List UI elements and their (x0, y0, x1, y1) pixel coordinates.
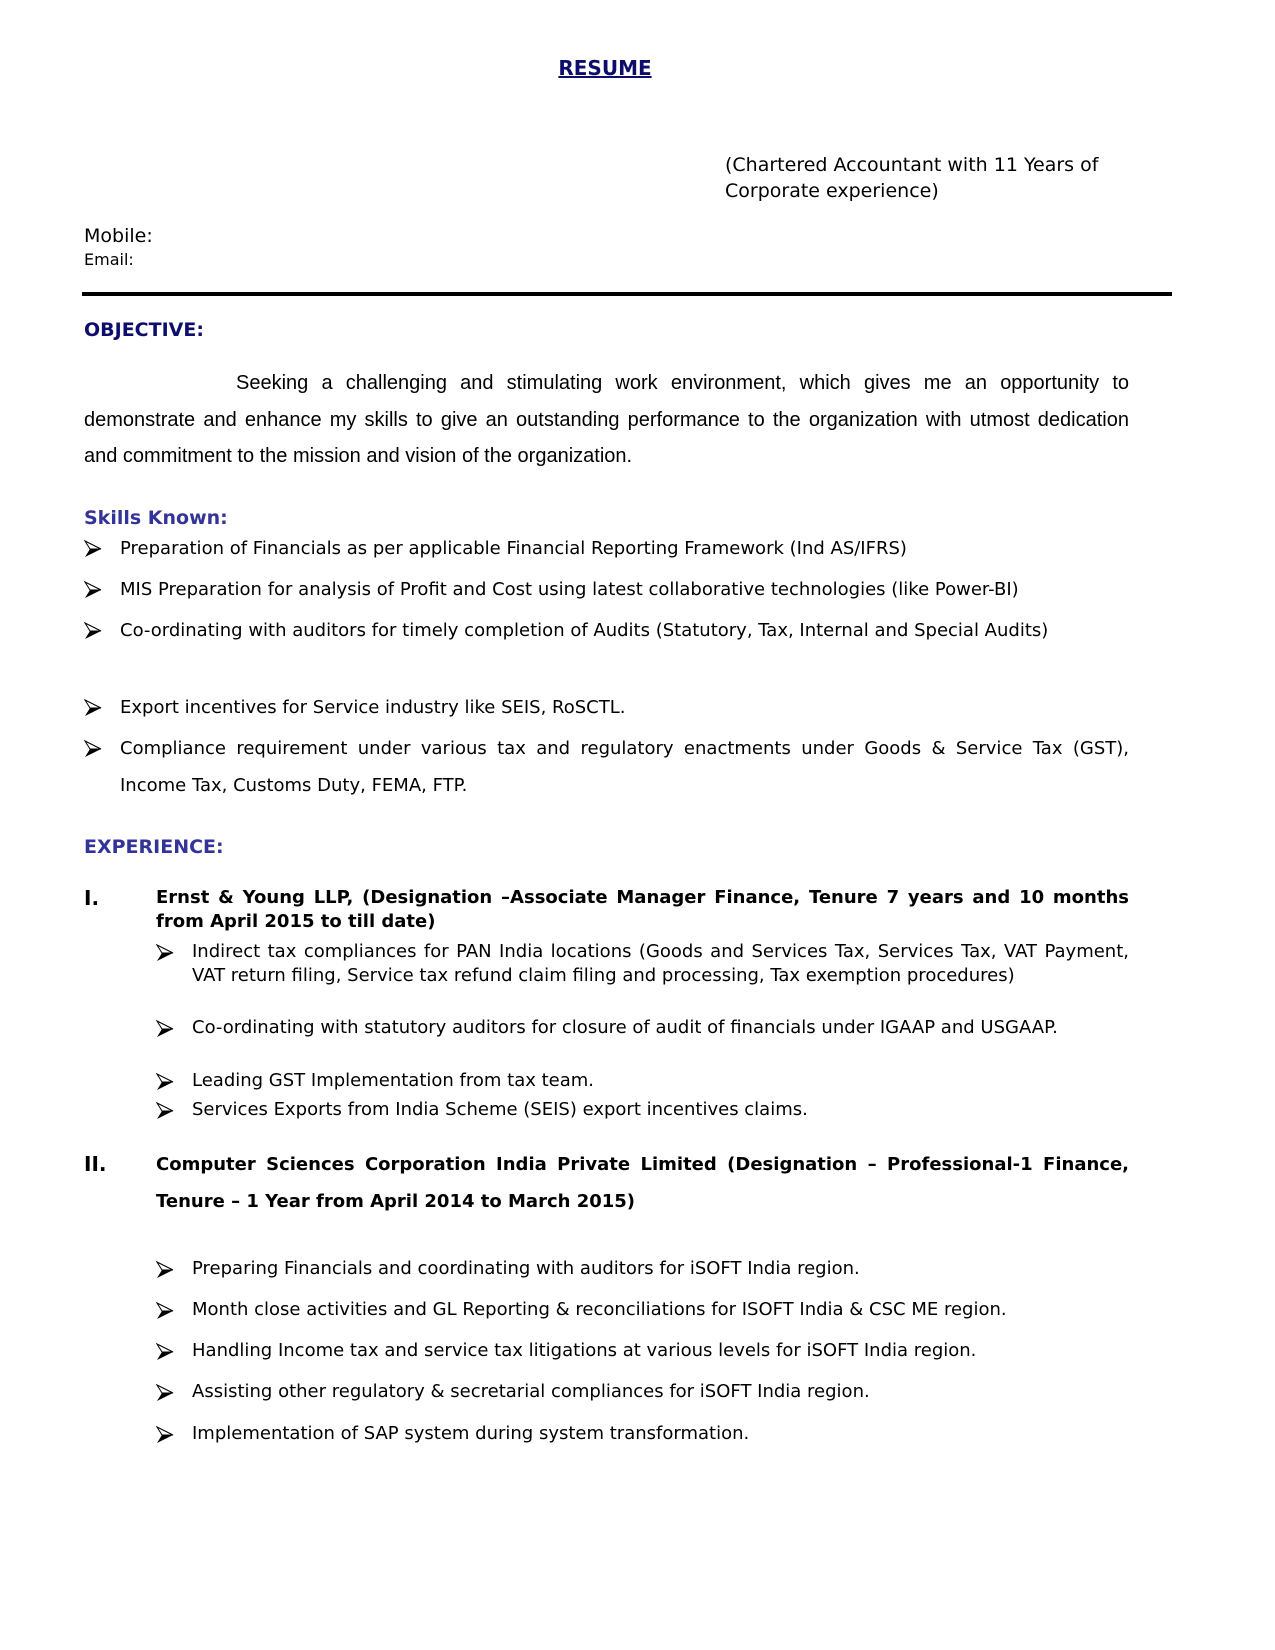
job-number: I. (84, 886, 100, 910)
duty-text: Assisting other regulatory & secretarial compliances for iSOFT India region. (192, 1381, 870, 1402)
arrow-bullet-icon (84, 730, 108, 758)
job-title: Ernst & Young LLP, (Designation –Associate Manager Finance, Tenure 7 years and 10 months from April 2015 to till date) (156, 887, 1129, 932)
skill-text: Co-ordinating with auditors for timely completion of Audits (Statutory, Tax, Internal and Special Audits) (120, 620, 1049, 641)
arrow-bullet-icon (84, 612, 108, 640)
subtitle-line-1: (Chartered Accountant with 11 Years of (725, 154, 1099, 176)
arrow-bullet-icon (156, 940, 174, 962)
job-title: Computer Sciences Corporation India Private Limited (Designation – Professional-1 Finance, Tenure – 1 Year from April 2014 to March 2015) (156, 1154, 1129, 1212)
duty-text: Implementation of SAP system during system transformation. (192, 1423, 750, 1444)
skill-item (84, 571, 1129, 608)
job-duty (156, 1339, 1129, 1363)
job-number: II. (84, 1152, 107, 1176)
duty-text: Month close activities and GL Reporting & reconciliations for ISOFT India & CSC ME region. (192, 1299, 1007, 1320)
arrow-bullet-icon (156, 1380, 174, 1402)
job-duty (156, 1016, 1129, 1040)
skill-text: Compliance requirement under various tax and regulatory enactments under Goods & Service Tax (GST), Income Tax, Customs Duty, FEMA, FTP. (120, 738, 1129, 796)
job-entry (84, 1146, 1129, 1220)
experience-heading: EXPERIENCE: (84, 836, 224, 858)
subtitle-line-2: Corporate experience) (725, 180, 939, 202)
skill-item (84, 689, 1129, 726)
arrow-bullet-icon (84, 571, 108, 599)
job-duty (156, 940, 1129, 988)
skill-item (84, 612, 1129, 649)
page-title: RESUME (558, 56, 652, 80)
arrow-bullet-icon (156, 1257, 174, 1279)
arrow-bullet-icon (156, 1098, 174, 1120)
arrow-bullet-icon (156, 1339, 174, 1361)
skill-text: Preparation of Financials as per applicable Financial Reporting Framework (Ind AS/IFRS) (120, 538, 907, 559)
arrow-bullet-icon (156, 1069, 174, 1091)
professional-summary (725, 152, 1145, 204)
skill-item (84, 730, 1129, 804)
duty-text: Leading GST Implementation from tax team. (192, 1070, 595, 1091)
skill-text: Export incentives for Service industry like SEIS, RoSCTL. (120, 697, 626, 718)
arrow-bullet-icon (156, 1422, 174, 1444)
job-duty (156, 1257, 1129, 1281)
duty-text: Indirect tax compliances for PAN India locations (Goods and Services Tax, Services Tax, VAT Payment, VAT return filing, Service tax refund claim filing and processing, Tax exemption procedures) (192, 941, 1129, 986)
arrow-bullet-icon (84, 689, 108, 717)
job-duty (156, 1069, 1129, 1093)
job-duty (156, 1380, 1129, 1404)
arrow-bullet-icon (84, 530, 108, 558)
skills-heading: Skills Known: (84, 507, 228, 529)
duty-text: Handling Income tax and service tax litigations at various levels for iSOFT India region. (192, 1340, 977, 1361)
skill-item (84, 530, 1129, 567)
mobile-label: Mobile: (84, 225, 153, 247)
job-entry (84, 886, 1129, 934)
header-divider (82, 292, 1172, 296)
duty-text: Preparing Financials and coordinating with auditors for iSOFT India region. (192, 1258, 860, 1279)
duty-text: Services Exports from India Scheme (SEIS) export incentives claims. (192, 1099, 808, 1120)
job-duty (156, 1422, 1129, 1446)
job-duty (156, 1098, 1129, 1122)
job-duty (156, 1298, 1129, 1322)
arrow-bullet-icon (156, 1016, 174, 1038)
objective-text: Seeking a challenging and stimulating work environment, which gives me an opportunity to demonstrate and enhance my skills to give an outstanding performance to the organization with utmost dedication and commitment to the mission and vision of the organization. (84, 372, 1129, 467)
duty-text: Co-ordinating with statutory auditors for closure of audit of financials under IGAAP and USGAAP. (192, 1017, 1058, 1038)
objective-heading: OBJECTIVE: (84, 319, 204, 341)
email-label: Email: (84, 250, 134, 269)
skill-text: MIS Preparation for analysis of Profit and Cost using latest collaborative technologies (like Power-BI) (120, 579, 1019, 600)
arrow-bullet-icon (156, 1298, 174, 1320)
